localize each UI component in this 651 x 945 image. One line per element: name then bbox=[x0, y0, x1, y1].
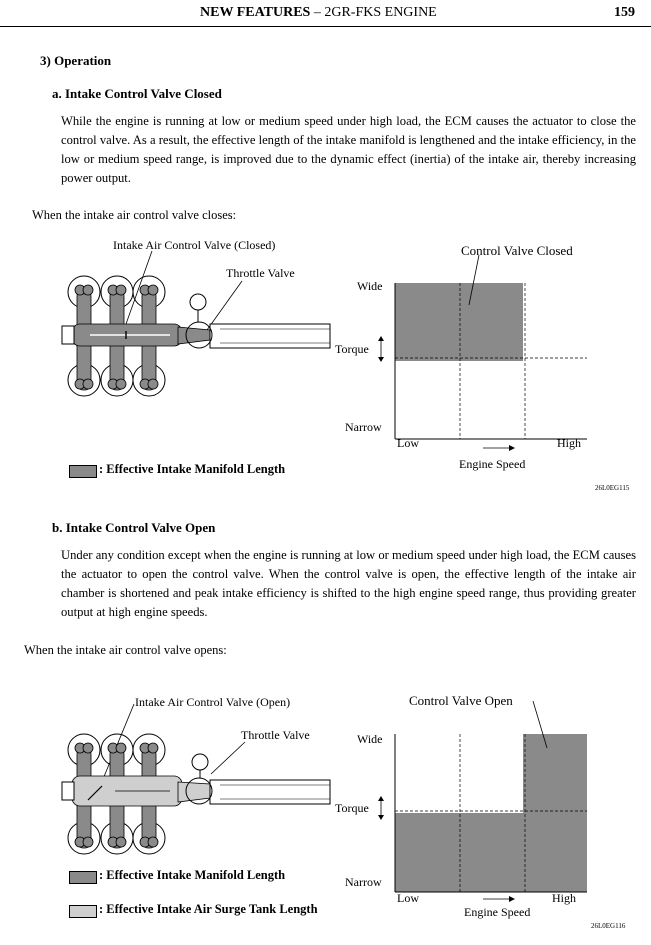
closed-intake-diagram bbox=[60, 232, 340, 417]
torque-region-2 bbox=[523, 734, 587, 813]
y-tick-narrow: Narrow bbox=[345, 875, 382, 889]
open-legend-surge: : Effective Intake Air Surge Tank Length bbox=[99, 902, 318, 916]
open-torque-chart bbox=[325, 688, 605, 928]
open-legend-manifold: : Effective Intake Manifold Length bbox=[99, 868, 286, 882]
closed-intro: When the intake air control valve closes: bbox=[32, 208, 237, 222]
open-intro: When the intake air control valve opens: bbox=[24, 643, 227, 657]
page-number: 159 bbox=[614, 5, 635, 20]
y-tick-narrow: Narrow bbox=[345, 420, 382, 434]
open-throttle-label: Throttle Valve bbox=[241, 728, 310, 742]
x-tick-low: Low bbox=[397, 891, 419, 905]
x-label-engine-speed: Engine Speed bbox=[464, 905, 531, 919]
open-legend-surge-swatch bbox=[69, 905, 97, 918]
y-label-torque: Torque bbox=[335, 342, 369, 356]
open-valve-label: Intake Air Control Valve (Open) bbox=[135, 695, 291, 709]
section-heading: 3) Operation bbox=[40, 53, 112, 68]
closed-torque-chart bbox=[325, 235, 605, 480]
open-intake-diagram bbox=[60, 690, 340, 875]
torque-region-1 bbox=[395, 283, 523, 361]
y-tick-wide: Wide bbox=[357, 732, 383, 746]
closed-legend-manifold: : Effective Intake Manifold Length bbox=[99, 462, 286, 476]
chart-title: Control Valve Closed bbox=[461, 243, 573, 258]
x-tick-low: Low bbox=[397, 436, 419, 450]
torque-region-1 bbox=[395, 813, 587, 892]
open-legend-manifold-swatch bbox=[69, 871, 97, 884]
closed-heading: a. Intake Control Valve Closed bbox=[52, 86, 222, 101]
x-tick-high: High bbox=[557, 436, 581, 450]
y-tick-wide: Wide bbox=[357, 279, 383, 293]
closed-legend-manifold-swatch bbox=[69, 465, 97, 478]
closed-paragraph: While the engine is running at low or medium speed under high load, the ECM causes the actuator to close the control valve. As a result, the effective length of the intake manifold is lengthened and the intake efficiency, in the low or medium speed range, is improved due to the dynamic effect (inertia) of the intake air, thereby increasing power output. bbox=[61, 114, 636, 185]
header-title: NEW FEATURES – 2GR-FKS ENGINE bbox=[200, 5, 437, 20]
closed-throttle-label: Throttle Valve bbox=[226, 266, 295, 280]
open-paragraph: Under any condition except when the engine is running at low or medium speed under high load, the ECM causes the actuator to open the control valve. When the control valve is open, the effective length of the intake air chamber is shortened and peak intake efficiency is shifted to the high engine speed range, thus providing greater output at high engine speeds. bbox=[61, 548, 636, 619]
y-label-torque: Torque bbox=[335, 801, 369, 815]
open-heading: b. Intake Control Valve Open bbox=[52, 520, 216, 535]
open-figure-code: 26L0EG116 bbox=[591, 922, 626, 930]
x-tick-high: High bbox=[552, 891, 576, 905]
closed-valve-label: Intake Air Control Valve (Closed) bbox=[113, 238, 276, 252]
x-label-engine-speed: Engine Speed bbox=[459, 457, 526, 471]
chart-title: Control Valve Open bbox=[409, 693, 513, 708]
closed-figure-code: 26L0EG115 bbox=[595, 484, 630, 492]
